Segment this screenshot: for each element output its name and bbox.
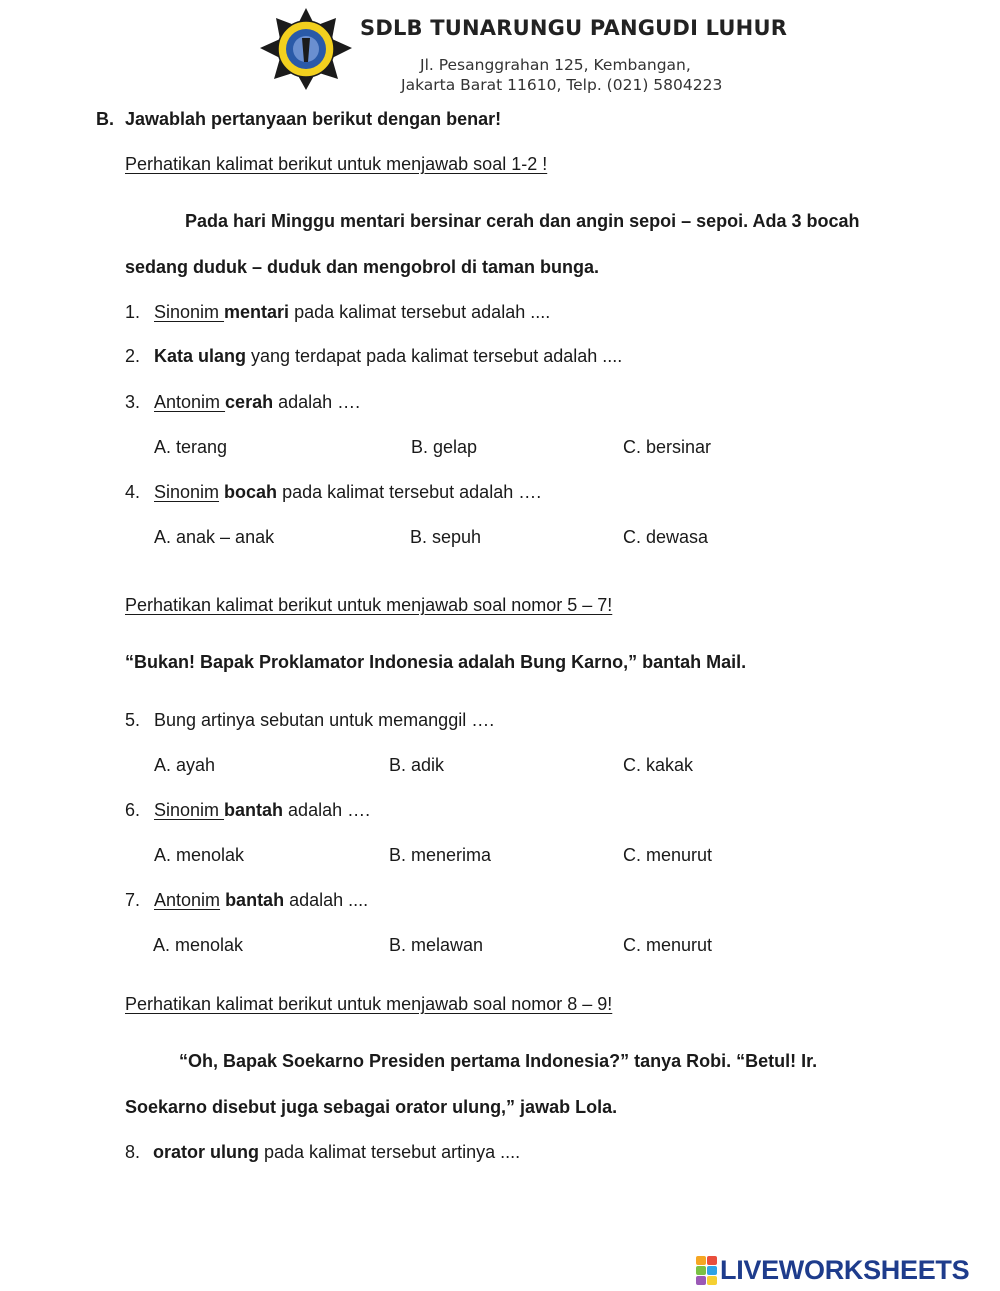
q7-term: Antonim (154, 890, 221, 910)
q7-keyword: bantah (225, 890, 285, 910)
q4-option-c: C. dewasa (623, 527, 709, 547)
passage2-quote: “Bukan! Bapak Proklamator Indonesia adalah Bung Karno,” bantah Mail. (125, 652, 747, 672)
q3-rest: adalah …. (273, 392, 361, 412)
section-letter: B. (96, 109, 114, 129)
question-2 (154, 345, 622, 367)
q5-number: 5. (125, 710, 141, 730)
q2-number: 2. (125, 346, 141, 366)
liveworksheets-wordmark: LIVEWORKSHEETS (720, 1254, 970, 1285)
q1-number: 1. (125, 302, 141, 322)
q3-number: 3. (125, 392, 141, 412)
question-6 (154, 799, 370, 821)
q7-option-b: B. melawan (389, 935, 484, 955)
q5-option-b: B. adik (389, 755, 445, 775)
q4-number: 4. (125, 482, 141, 502)
question-3 (154, 391, 360, 413)
q8-keyword: orator ulung (153, 1142, 259, 1162)
q2-rest: yang terdapat pada kalimat tersebut adalah .... (246, 346, 623, 366)
q8-rest: pada kalimat tersebut artinya .... (259, 1142, 521, 1162)
q6-option-a: A. menolak (154, 845, 245, 865)
q1-rest: pada kalimat tersebut adalah .... (289, 302, 551, 322)
school-address-line1: Jl. Pesanggrahan 125, Kembangan, (420, 56, 691, 74)
q6-term: Sinonim (154, 800, 225, 820)
q3-term: Antonim (154, 392, 226, 412)
section-title: Jawablah pertanyaan berikut dengan benar! (125, 109, 502, 129)
passage1-line1: Pada hari Minggu mentari bersinar cerah dan angin sepoi – sepoi. Ada 3 bocah (185, 211, 860, 231)
q1-term: Sinonim (154, 302, 225, 322)
q4-option-a: A. anak – anak (154, 527, 275, 547)
question-4 (154, 481, 541, 503)
liveworksheets-icon (696, 1256, 717, 1285)
q5-option-a: A. ayah (154, 755, 216, 775)
question-5: Bung artinya sebutan untuk memanggil …. (154, 710, 495, 730)
q4-keyword: bocah (224, 482, 278, 502)
school-logo (258, 6, 354, 92)
q3-option-a: A. terang (154, 437, 228, 457)
q7-rest: adalah .... (284, 890, 369, 910)
q7-number: 7. (125, 890, 141, 910)
question-7 (154, 889, 368, 911)
passage1-instruction: Perhatikan kalimat berikut untuk menjawab soal 1-2 ! (125, 154, 548, 174)
q3-option-c: C. bersinar (623, 437, 712, 457)
q7-option-c: C. menurut (623, 935, 713, 955)
question-1 (154, 301, 550, 323)
q3-option-b: B. gelap (411, 437, 478, 457)
passage3-instruction: Perhatikan kalimat berikut untuk menjawab soal nomor 8 – 9! (125, 994, 613, 1014)
q6-option-b: B. menerima (389, 845, 492, 865)
q6-keyword: bantah (224, 800, 284, 820)
liveworksheets-logo[interactable] (696, 1255, 969, 1285)
q1-keyword: mentari (224, 302, 290, 322)
school-address-line2: Jakarta Barat 11610, Telp. (021) 5804223 (401, 76, 723, 94)
q6-number: 6. (125, 800, 141, 820)
passage3-line1: “Oh, Bapak Soekarno Presiden pertama Indonesia?” tanya Robi. “Betul! Ir. (179, 1051, 818, 1071)
school-name: SDLB TUNARUNGU PANGUDI LUHUR (360, 16, 788, 40)
q2-keyword: Kata ulang (154, 346, 247, 366)
passage3-line2: Soekarno disebut juga sebagai orator ulung,” jawab Lola. (125, 1097, 618, 1117)
q3-keyword: cerah (225, 392, 274, 412)
question-8 (153, 1141, 520, 1163)
q7-option-a: A. menolak (153, 935, 244, 955)
q4-term: Sinonim (154, 482, 220, 502)
q4-option-b: B. sepuh (410, 527, 482, 547)
q4-rest: pada kalimat tersebut adalah …. (277, 482, 542, 502)
q6-rest: adalah …. (283, 800, 371, 820)
passage1-line2: sedang duduk – duduk dan mengobrol di taman bunga. (125, 257, 600, 277)
passage2-instruction: Perhatikan kalimat berikut untuk menjawab soal nomor 5 – 7! (125, 595, 613, 615)
q5-option-c: C. kakak (623, 755, 694, 775)
q6-option-c: C. menurut (623, 845, 713, 865)
q8-number: 8. (125, 1142, 141, 1162)
